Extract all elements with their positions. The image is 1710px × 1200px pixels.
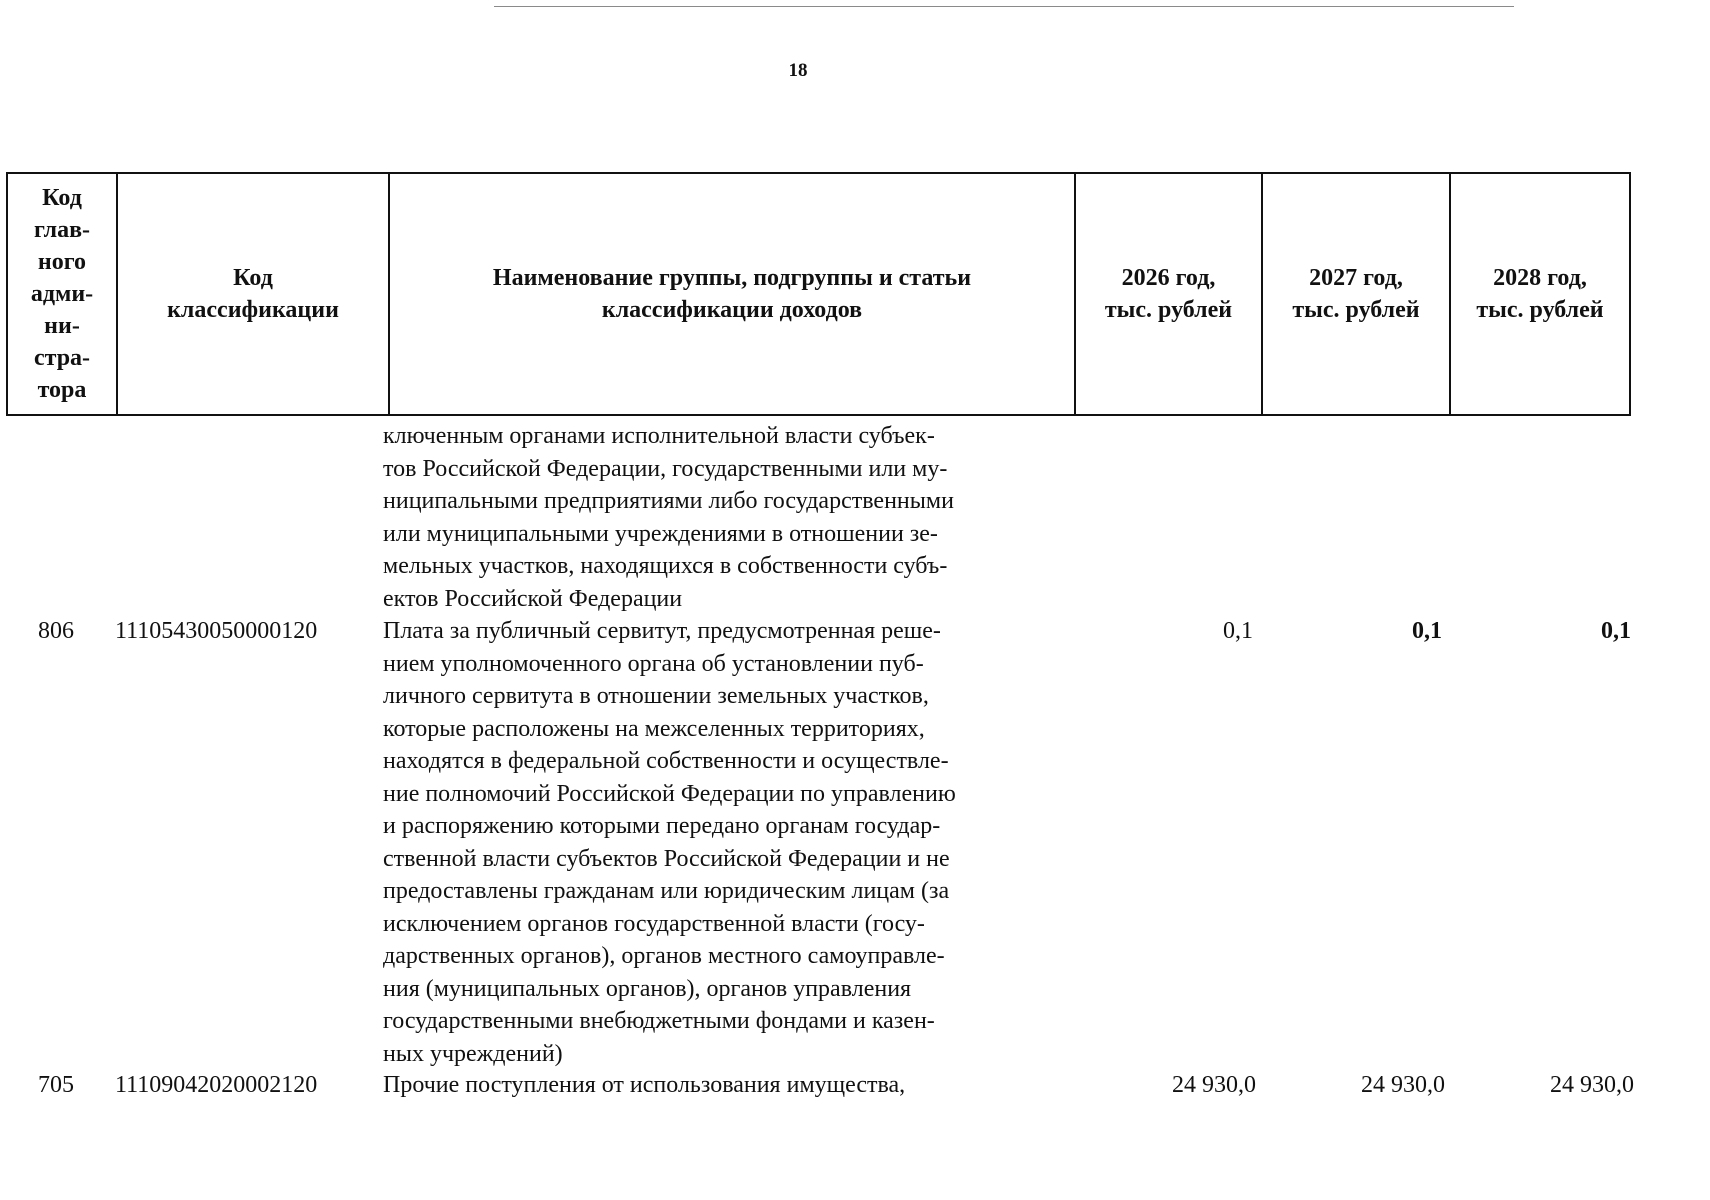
top-rule xyxy=(494,6,1514,7)
header-2027-line: тыс. рублей xyxy=(1292,297,1420,323)
header-name-line: Наименование группы, подгруппы и статьи xyxy=(492,265,972,291)
continuation-line: мельных участков, находящихся в собственности субъ- xyxy=(383,553,948,579)
row-name-line: и распоряжению которыми передано органам государ- xyxy=(383,813,941,839)
row-name-line: Плата за публичный сервитут, предусмотренная реше- xyxy=(383,618,941,644)
header-2026-line: тыс. рублей xyxy=(1104,297,1233,323)
row-name-line: Прочие поступления от использования имущества, xyxy=(383,1072,906,1098)
header-2028-line: 2028 год, xyxy=(1493,265,1587,291)
row-admin-code: 806 xyxy=(38,618,74,644)
row-admin-code: 705 xyxy=(38,1072,74,1098)
row-classification-code: 11109042020002120 xyxy=(115,1072,318,1098)
header-2027-text xyxy=(1292,262,1419,326)
header-admin-code-line: адми- xyxy=(30,281,94,307)
table-header xyxy=(6,172,1631,416)
row-name-line: личного сервитута в отношении земельных участков, xyxy=(383,683,929,709)
header-admin-code-line: ни- xyxy=(44,313,80,339)
row-name-line: предоставлены гражданам или юридическим лицам (за xyxy=(383,878,950,904)
header-admin-code-line: тора xyxy=(37,377,87,403)
header-classification-code-text xyxy=(167,262,339,326)
header-classification-code xyxy=(116,174,388,414)
row-name-line: ния (муниципальных органов), органов управления xyxy=(383,975,912,1002)
continuation-line: тов Российской Федерации, государственными или му- xyxy=(383,455,948,482)
header-name xyxy=(388,174,1074,414)
header-2026 xyxy=(1074,174,1261,414)
row-value-2028: 0,1 xyxy=(1601,618,1631,644)
row-name-line: ние полномочий Российской Федерации по управлению xyxy=(383,780,956,807)
row-value-2026: 24 930,0 xyxy=(1172,1072,1256,1098)
row-name-line: дарственных органов), органов местного самоуправле- xyxy=(383,943,945,969)
header-admin-code-line: стра- xyxy=(33,345,91,371)
row-value-2028: 24 930,0 xyxy=(1550,1072,1634,1098)
row-name-line: ных учреждений) xyxy=(383,1040,563,1067)
header-2026-text xyxy=(1105,262,1232,326)
row-value-2027: 24 930,0 xyxy=(1361,1072,1445,1098)
continuation-line: ниципальными предприятиями либо государственными xyxy=(383,488,954,514)
header-classification-code-line: Код xyxy=(233,265,273,291)
row-classification-code: 11105430050000120 xyxy=(115,618,318,644)
row-name-line: находятся в федеральной собственности и осуществле- xyxy=(383,748,949,774)
header-2027-line: 2027 год, xyxy=(1309,265,1403,291)
row-name-line: нием уполномоченного органа об установлении пуб- xyxy=(383,650,924,677)
continuation-line: ектов Российской Федерации xyxy=(383,585,683,612)
header-admin-code-line: ного xyxy=(37,249,87,275)
row-name xyxy=(383,1069,1073,1102)
row-value-2027: 0,1 xyxy=(1412,618,1442,644)
header-2028 xyxy=(1449,174,1629,414)
row-name-line: ственной власти субъектов Российской Федерации и не xyxy=(383,845,950,872)
header-name-text xyxy=(493,262,971,326)
header-admin-code-text xyxy=(31,182,93,406)
header-2028-text xyxy=(1476,262,1603,326)
header-name-line: классификации доходов xyxy=(601,297,863,323)
row-name xyxy=(383,615,1073,1070)
row-name-line: исключением органов государственной власти (госу- xyxy=(383,910,925,937)
continuation-line: или муниципальными учреждениями в отношении зе- xyxy=(383,520,938,547)
continuation-text xyxy=(383,420,1073,615)
header-2028-line: тыс. рублей xyxy=(1476,297,1604,323)
header-admin-code-line: глав- xyxy=(33,217,91,243)
header-2027 xyxy=(1261,174,1449,414)
header-2026-line: 2026 год, xyxy=(1121,265,1216,291)
header-classification-code-line: классификации xyxy=(167,297,339,323)
header-admin-code xyxy=(8,174,116,414)
row-name-line: которые расположены на межселенных территориях, xyxy=(383,715,925,742)
header-admin-code-line: Код xyxy=(42,185,82,211)
row-value-2026: 0,1 xyxy=(1223,618,1253,644)
page-number: 18 xyxy=(788,60,808,81)
row-name-line: государственными внебюджетными фондами и казен- xyxy=(383,1008,935,1034)
continuation-line: ключенным органами исполнительной власти субъек- xyxy=(383,423,935,449)
